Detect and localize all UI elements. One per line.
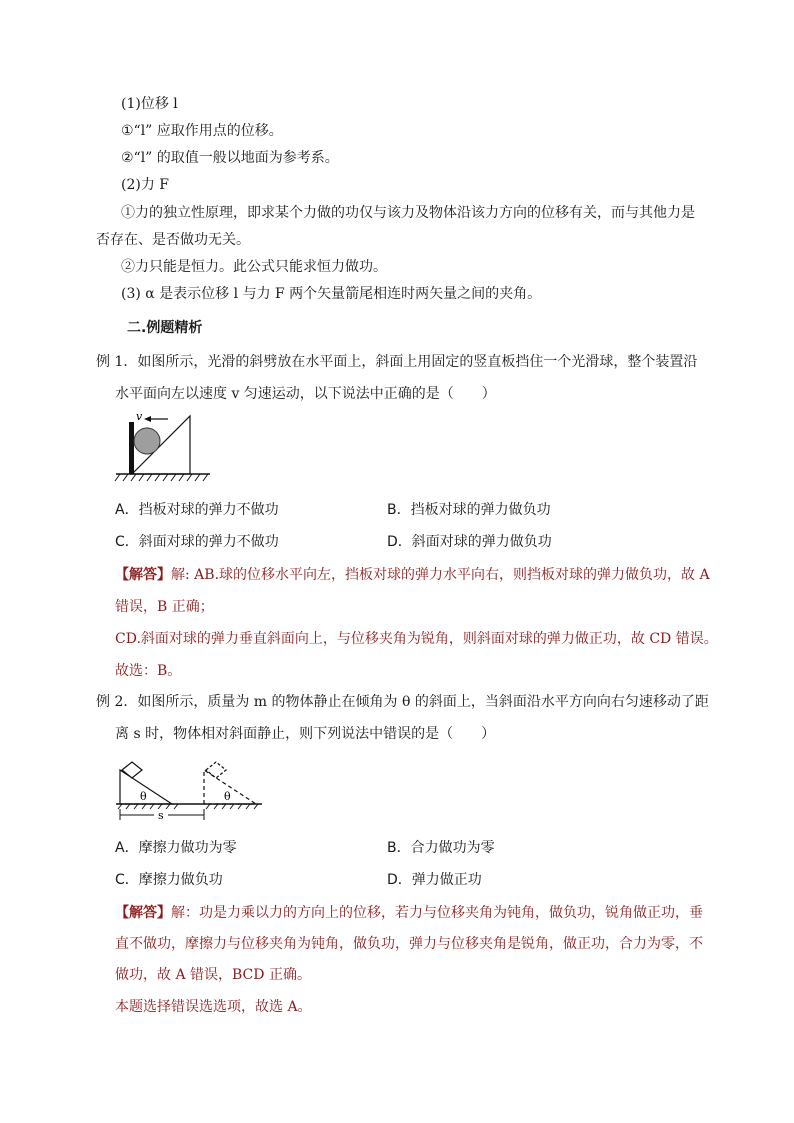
example1-stem-line1: 例 1．如图所示，光滑的斜劈放在水平面上，斜面上用固定的竖直板挡住一个光滑球，整个装置沿 (96, 354, 698, 370)
s-label: s (158, 809, 164, 822)
section-title: 二.例题精析 (127, 320, 203, 336)
example2-stem-line1: 例 2．如图所示，质量为 m 的物体静止在倾角为 θ 的斜面上，当斜面沿水平方向向右匀速移动了距 (96, 694, 709, 710)
example2-answer-line4: 本题选择错误选选项，故选 A。 (115, 999, 312, 1015)
block-dashed (206, 762, 226, 778)
example1-answer-line3: CD.斜面对球的弹力垂直斜面向上，与位移夹角为锐角，则斜面对球的弹力做正功，故 CD 错误。 (115, 631, 718, 647)
theory-item-1: (1)位移 l (121, 96, 178, 112)
answer-tag: 【解答】 (115, 905, 171, 921)
theory-item-1a: ①“l” 应取作用点的位移。 (121, 123, 283, 139)
example1-option-d: D．斜面对球的弹力做负功 (387, 534, 552, 550)
theory-item-2b: ②力只能是恒力。此公式只能求恒力做功。 (121, 259, 387, 275)
example2-option-c: C．摩擦力做负功 (115, 872, 223, 888)
example2-figure (112, 756, 268, 822)
example1-option-c: C．斜面对球的弹力不做功 (115, 534, 279, 550)
example2-answer-line2: 直不做功，摩擦力与位移夹角为钝角，做负功，弹力与位移夹角是锐角，做正功，合力为零，不 (115, 936, 703, 952)
theory-item-1b: ②“l” 的取值一般以地面为参考系。 (121, 150, 339, 166)
example1-option-a: A．挡板对球的弹力不做功 (115, 502, 279, 518)
velocity-label: v (136, 410, 143, 423)
example2-option-d: D．弹力做正功 (387, 872, 482, 888)
theta-label-1: θ (140, 790, 147, 803)
example2-answer-line3: 做功，故 A 错误，BCD 正确。 (115, 967, 311, 983)
theory-item-2a-line2: 否存在、是否做功无关。 (96, 232, 250, 248)
example2-option-b: B．合力做功为零 (387, 840, 495, 856)
vertical-board (129, 422, 134, 474)
example1-stem-line2: 水平面向左以速度 v 匀速运动，以下说法中正确的是（ ） (115, 386, 496, 402)
answer-text: 解：功是力乘以力的方向上的位移，若力与位移夹角为钝角，做负功，锐角做正功，垂 (171, 905, 703, 921)
theory-item-2a-line1: ①力的独立性原理，即求某个力做的功仅与该力及物体沿该力方向的位移有关，而与其他力是 (121, 205, 695, 221)
ball (134, 428, 160, 454)
answer-text: 解: AB.球的位移水平向左，挡板对球的弹力水平向右，则挡板对球的弹力做负功，故 A (171, 567, 710, 583)
example2-option-a: A．摩擦力做功为零 (115, 840, 237, 856)
example1-figure (112, 408, 222, 490)
ground-hatch (115, 474, 208, 481)
example1-answer-line2: 错误，B 正确； (115, 599, 214, 615)
theta-label-2: θ (224, 790, 231, 803)
example1-answer-line1 (115, 565, 710, 585)
example1-answer-line4: 故选：B。 (115, 663, 182, 679)
block-solid (122, 762, 142, 778)
answer-tag: 【解答】 (115, 567, 171, 583)
example2-stem-line2: 离 s 时，物体相对斜面静止，则下列说法中错误的是（ ） (115, 726, 496, 742)
theory-item-2: (2)力 F (121, 177, 169, 193)
velocity-arrowhead (144, 416, 151, 422)
example2-answer-line1 (115, 903, 703, 923)
example1-option-b: B．挡板对球的弹力做负功 (387, 502, 551, 518)
theory-item-3: (3) α 是表示位移 l 与力 F 两个矢量箭尾相连时两矢量之间的夹角。 (121, 286, 542, 302)
